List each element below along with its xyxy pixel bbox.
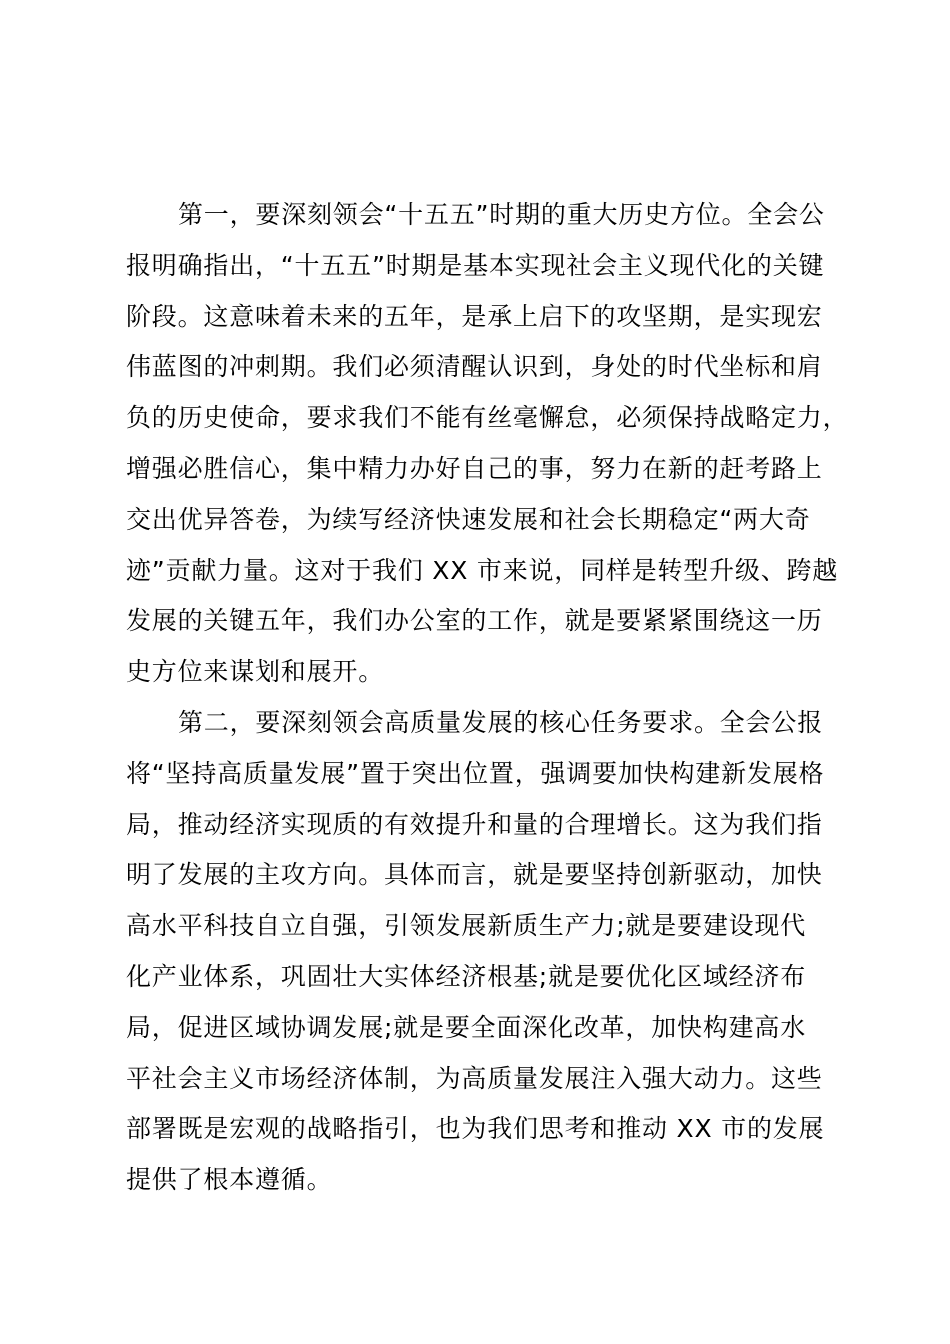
paragraph-line: 高水平科技自立自强，引领发展新质生产力;就是要建设现代 — [126, 911, 807, 941]
paragraph-line: 第二，要深刻领会高质量发展的核心任务要求。全会公报 — [178, 707, 824, 737]
paragraph-line: 发展的关键五年，我们办公室的工作，就是要紧紧围绕这一历 — [126, 606, 823, 636]
paragraph-line: 化产业体系，巩固壮大实体经济根基;就是要优化区域经济布 — [126, 961, 807, 991]
paragraph-line: 增强必胜信心，集中精力办好自己的事，努力在新的赶考路上 — [126, 453, 823, 483]
paragraph-line: 迹”贡献力量。这对于我们 XX 市来说，同样是转型升级、跨越 — [126, 555, 839, 585]
paragraph-line: 史方位来谋划和展开。 — [126, 657, 385, 687]
paragraph-line: 将“坚持高质量发展”置于突出位置，强调要加快构建新发展格 — [126, 758, 825, 788]
paragraph-line: 部署既是宏观的战略指引，也为我们思考和推动 XX 市的发展 — [126, 1114, 825, 1144]
paragraph-line: 交出优异答卷，为续写经济快速发展和社会长期稳定“两大奇 — [126, 504, 811, 534]
paragraph-line: 局，推动经济实现质的有效提升和量的合理增长。这为我们指 — [126, 809, 823, 839]
paragraph-2 — [126, 698, 826, 1206]
paragraph-1 — [126, 190, 849, 698]
paragraph-line: 明了发展的主攻方向。具体而言，就是要坚持创新驱动，加快 — [126, 860, 823, 890]
paragraph-line: 提供了根本遵循。 — [126, 1165, 333, 1195]
paragraph-line: 局，促进区域协调发展;就是要全面深化改革，加快构建高水 — [126, 1012, 807, 1042]
document-body — [126, 190, 849, 1206]
paragraph-line: 阶段。这意味着未来的五年，是承上启下的攻坚期，是实现宏 — [126, 301, 823, 331]
paragraph-line: 伟蓝图的冲刺期。我们必须清醒认识到，身处的时代坐标和肩 — [126, 352, 823, 382]
paragraph-line: 第一，要深刻领会“十五五”时期的重大历史方位。全会公 — [178, 200, 825, 229]
paragraph-line: 报明确指出，“十五五”时期是基本实现社会主义现代化的关键 — [126, 250, 825, 280]
paragraph-line: 负的历史使命，要求我们不能有丝毫懈怠，必须保持战略定力， — [126, 403, 849, 433]
paragraph-line: 平社会主义市场经济体制，为高质量发展注入强大动力。这些 — [126, 1063, 823, 1093]
